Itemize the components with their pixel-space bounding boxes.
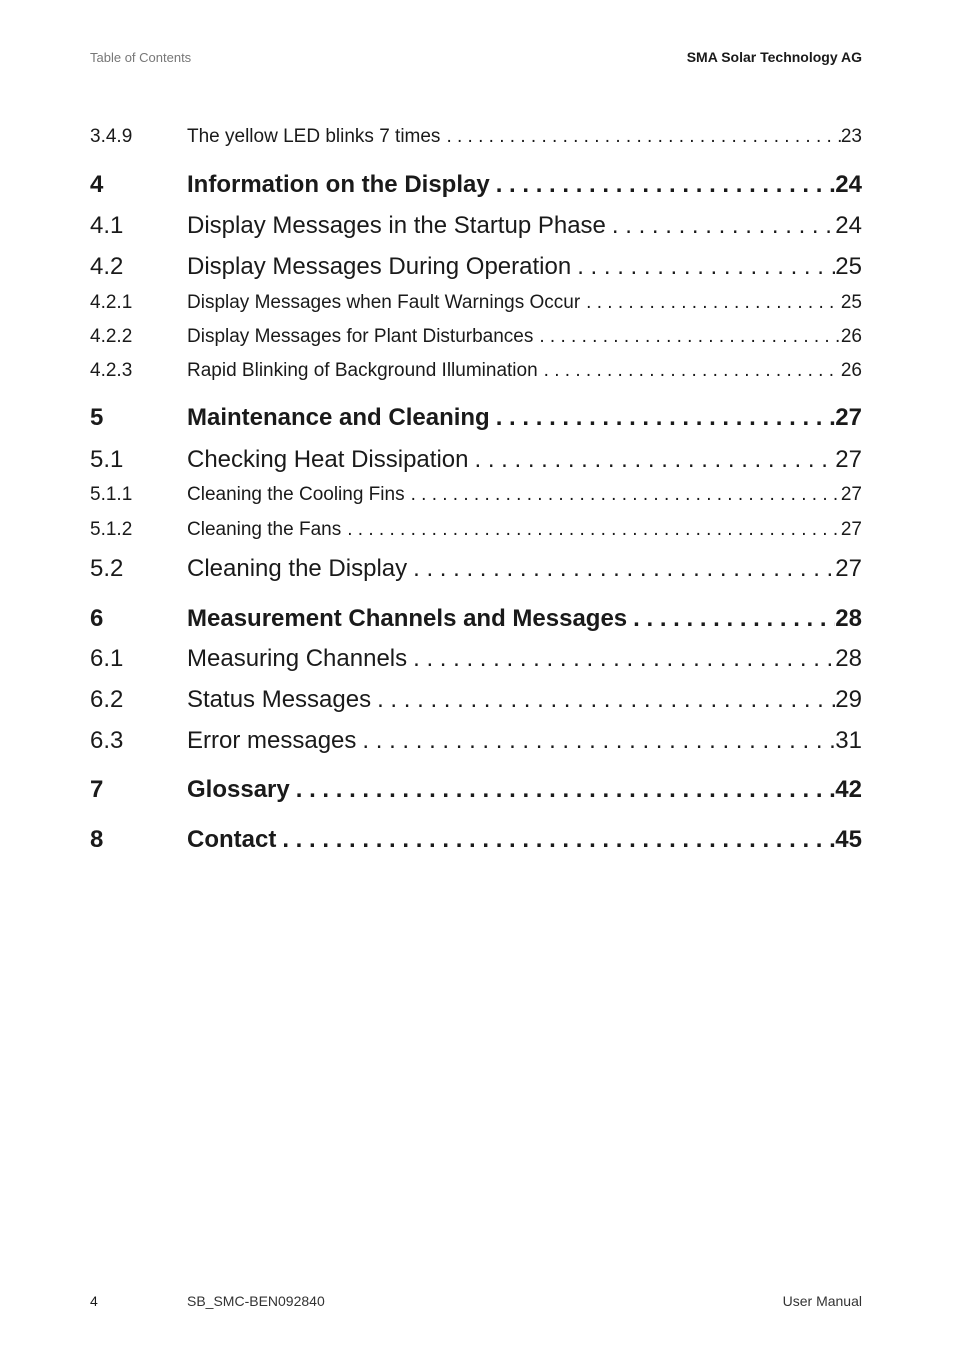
toc-entry-4-2[interactable]: [90, 253, 862, 281]
toc-entry-title: Cleaning the Fans: [187, 519, 342, 540]
toc-leader-dots: [627, 605, 835, 633]
toc-entry-number: 3.4.9: [90, 126, 133, 147]
toc-leader-dots: [405, 484, 841, 506]
toc-entry-title: Display Messages when Fault Warnings Occur: [187, 292, 581, 313]
toc-entry-title: Cleaning the Cooling Fins: [187, 484, 405, 505]
toc-leader-dots: [490, 404, 836, 432]
toc-entry-6[interactable]: [90, 605, 862, 633]
toc-entry-page: 42: [835, 776, 862, 803]
footer-page-number: 4: [90, 1293, 98, 1309]
toc-entry-page: 27: [835, 404, 862, 431]
toc-entry-3-4-9[interactable]: [90, 126, 862, 148]
toc-entry-5-1-2[interactable]: [90, 519, 862, 541]
toc-entry-4[interactable]: [90, 171, 862, 199]
toc-leader-dots: [407, 555, 835, 583]
running-header-section: Table of Contents: [90, 50, 192, 65]
toc-leader-dots: [276, 826, 835, 854]
toc-leader-dots: [356, 727, 835, 755]
toc-entry-page: 29: [835, 686, 862, 713]
toc-entry-number: 4.2.2: [90, 326, 133, 347]
toc-entry-4-1[interactable]: [90, 212, 862, 240]
toc-entry-6-3[interactable]: [90, 727, 862, 755]
toc-entry-title: Display Messages for Plant Disturbances: [187, 326, 534, 347]
toc-entry-number: 5.1.1: [90, 484, 133, 505]
footer-document-code: SB_SMC-BEN092840: [187, 1293, 325, 1309]
toc-entry-page: 25: [840, 292, 862, 313]
toc-leader-dots: [341, 519, 841, 541]
toc-leader-dots: [468, 446, 835, 474]
toc-leader-dots: [533, 326, 840, 348]
toc-leader-dots: [290, 776, 836, 804]
toc-entry-page: 31: [835, 727, 862, 754]
toc-entry-page: 27: [840, 519, 862, 540]
toc-entry-8[interactable]: [90, 826, 862, 854]
toc-leader-dots: [571, 253, 835, 281]
toc-entry-page: 28: [835, 605, 862, 632]
toc-entry-number: 7: [90, 776, 104, 803]
toc-leader-dots: [440, 126, 840, 148]
toc-entry-number: 5.1.2: [90, 519, 133, 540]
toc-entry-page: 26: [840, 360, 862, 381]
toc-entry-number: 4.2: [90, 253, 124, 280]
toc-entry-number: 6.3: [90, 727, 124, 754]
toc-entry-title: Information on the Display: [187, 171, 490, 198]
toc-entry-title: Display Messages During Operation: [187, 253, 572, 280]
toc-entry-title: Maintenance and Cleaning: [187, 404, 490, 431]
toc-entry-title: The yellow LED blinks 7 times: [187, 126, 441, 147]
toc-entry-title: Measurement Channels and Messages: [187, 605, 628, 632]
toc-entry-title: Rapid Blinking of Background Illumination: [187, 360, 538, 381]
toc-entry-page: 26: [840, 326, 862, 347]
toc-entry-page: 23: [840, 126, 862, 147]
toc-entry-title: Display Messages in the Startup Phase: [187, 212, 606, 239]
toc-entry-number: 6.2: [90, 686, 124, 713]
toc-entry-4-2-2[interactable]: [90, 326, 862, 348]
toc-entry-5-1-1[interactable]: [90, 484, 862, 506]
toc-entry-6-2[interactable]: [90, 686, 862, 714]
toc-entry-title: Cleaning the Display: [187, 555, 408, 582]
toc-entry-page: 27: [835, 555, 862, 582]
toc-entry-5-2[interactable]: [90, 555, 862, 583]
toc-entry-title: Error messages: [187, 727, 357, 754]
toc-entry-title: Glossary: [187, 776, 290, 803]
toc-entry-page: 45: [835, 826, 862, 853]
toc-entry-number: 4.2.1: [90, 292, 133, 313]
toc-entry-page: 28: [835, 645, 862, 672]
toc-entry-4-2-1[interactable]: [90, 292, 862, 314]
toc-leader-dots: [580, 292, 841, 314]
toc-leader-dots: [407, 645, 835, 673]
toc-leader-dots: [538, 360, 841, 382]
running-header-company: SMA Solar Technology AG: [686, 49, 862, 65]
toc-entry-4-2-3[interactable]: [90, 360, 862, 382]
toc-entry-title: Contact: [187, 826, 277, 853]
toc-entry-number: 4.2.3: [90, 360, 133, 381]
toc-entry-number: 5: [90, 404, 104, 431]
toc-leader-dots: [606, 212, 835, 240]
toc-entry-6-1[interactable]: [90, 645, 862, 673]
toc-entry-page: 24: [835, 212, 862, 239]
toc-entry-number: 4: [90, 171, 104, 198]
toc-entry-7[interactable]: [90, 776, 862, 804]
toc-leader-dots: [490, 171, 836, 199]
toc-entry-5-1[interactable]: [90, 446, 862, 474]
toc-entry-number: 8: [90, 826, 104, 853]
toc-entry-number: 6.1: [90, 645, 124, 672]
toc-entry-page: 27: [835, 446, 862, 473]
toc-entry-5[interactable]: [90, 404, 862, 432]
toc-entry-title: Status Messages: [187, 686, 372, 713]
toc-entry-page: 25: [835, 253, 862, 280]
toc-entry-page: 27: [840, 484, 862, 505]
toc-entry-page: 24: [835, 171, 862, 198]
footer-document-type: User Manual: [782, 1293, 862, 1309]
toc-entry-number: 6: [90, 605, 104, 632]
toc-entry-number: 5.1: [90, 446, 124, 473]
toc-entry-title: Checking Heat Dissipation: [187, 446, 469, 473]
toc-entry-number: 4.1: [90, 212, 124, 239]
toc-leader-dots: [371, 686, 835, 714]
toc-entry-number: 5.2: [90, 555, 124, 582]
toc-entry-title: Measuring Channels: [187, 645, 408, 672]
